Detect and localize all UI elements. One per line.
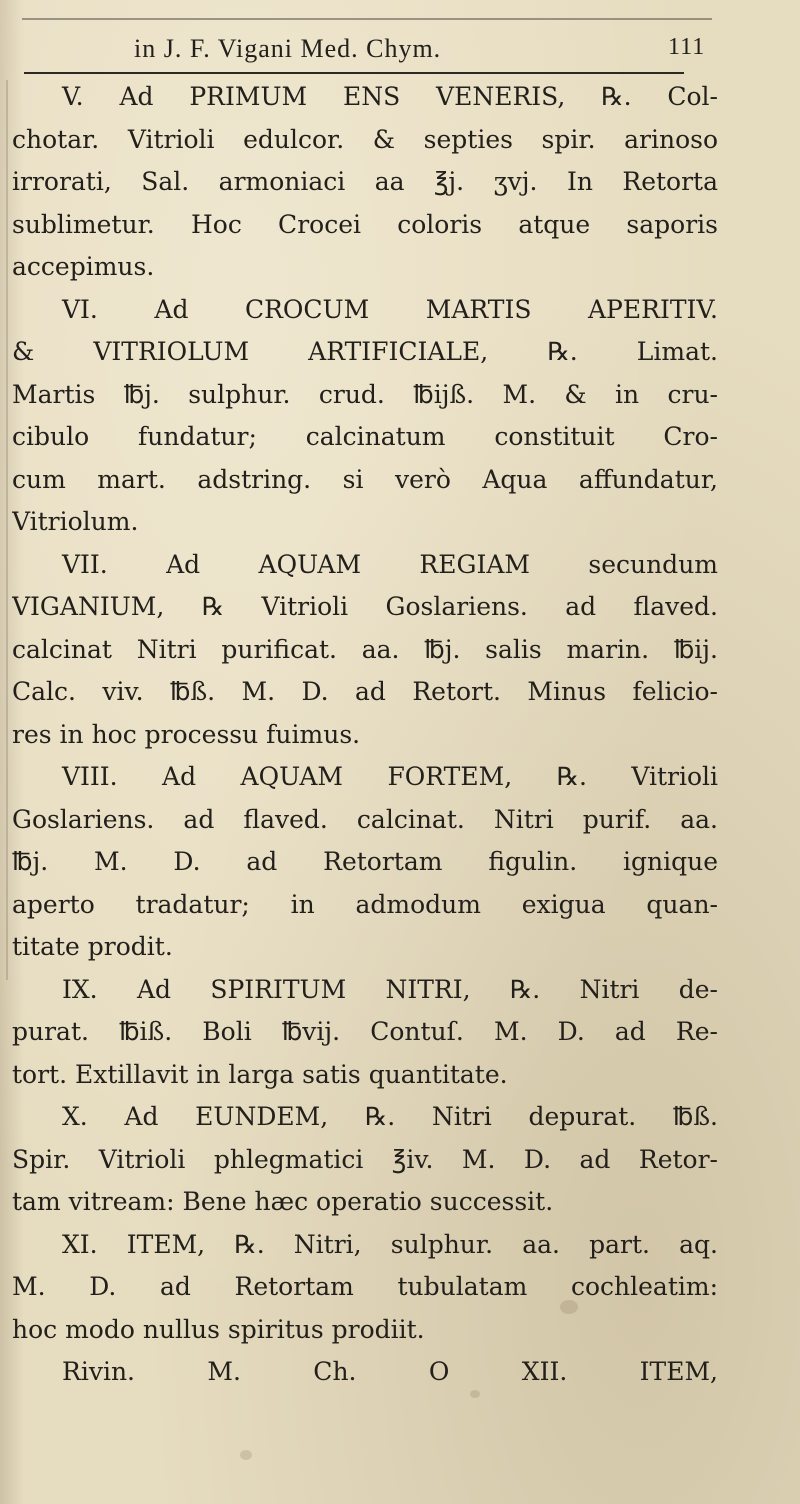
text-line: M. D. ad Retortam tubulatam cochleatim:: [12, 1272, 718, 1301]
text-line: aperto tradatur; in admodum exigua quan-: [12, 889, 718, 919]
text-line: cum mart. adstring. si verò Aqua affundatur,: [12, 464, 718, 494]
page-gutter-shadow: [6, 80, 8, 980]
text-line: IX. Ad SPIRITUM NITRI, ℞. Nitri de-: [62, 974, 718, 1004]
text-line: titate prodit.: [12, 932, 173, 961]
text-line: & VITRIOLUM ARTIFICIALE, ℞. Limat.: [12, 337, 718, 366]
body-text: [12, 76, 718, 1394]
text-line: accepimus.: [12, 252, 155, 281]
text-line: Martis ℔j. sulphur. crud. ℔ijß. M. & in cru-: [12, 379, 718, 409]
text-line: V. Ad PRIMUM ENS VENERIS, ℞. Col-: [62, 82, 718, 111]
text-line: irrorati, Sal. armoniaci aa ℥j. ʒvj. In Retorta: [12, 167, 718, 196]
text-line: chotar. Vitrioli edulcor. & septies spir. arinoso: [12, 124, 718, 154]
text-line: calcinat Nitri purificat. aa. ℔j. salis marin. ℔ij.: [12, 634, 718, 664]
page-number: 111: [668, 34, 706, 60]
text-line: VIGANIUM, ℞ Vitrioli Goslariens. ad flaved.: [12, 592, 718, 621]
text-line: VII. Ad AQUAM REGIAM secundum: [62, 549, 718, 579]
text-line: Goslariens. ad flaved. calcinat. Nitri purif. aa.: [12, 804, 718, 834]
text-line: VIII. Ad AQUAM FORTEM, ℞. Vitrioli: [62, 762, 718, 791]
text-line: ℔j. M. D. ad Retortam figulin. ignique: [12, 847, 718, 876]
header-rule: [24, 72, 684, 74]
text-line: hoc modo nullus spiritus prodiit.: [12, 1314, 425, 1344]
text-line: Vitriolum.: [12, 507, 139, 536]
text-line: tam vitream: Bene hæc operatio successit.: [12, 1187, 554, 1216]
page-header: [0, 20, 800, 70]
text-line: purat. ℔iß. Boli ℔vij. Contuſ. M. D. ad Re-: [12, 1017, 718, 1046]
text-line: X. Ad EUNDEM, ℞. Nitri depurat. ℔ß.: [62, 1102, 718, 1131]
running-head: in J. F. Vigani Med. Chym.: [134, 34, 442, 63]
text-line: VI. Ad CROCUM MARTIS APERITIV.: [62, 294, 718, 324]
text-line: Calc. viv. ℔ß. M. D. ad Retort. Minus felicio-: [12, 677, 718, 706]
text-line: tort. Extillavit in larga satis quantitate.: [12, 1059, 508, 1089]
text-line: Spir. Vitrioli phlegmatici ℥iv. M. D. ad Retor-: [12, 1144, 718, 1174]
text-line: sublimetur. Hoc Crocei coloris atque saporis: [12, 209, 718, 239]
catchword-line: Rivin. M. Ch. O XII. ITEM,: [62, 1357, 718, 1386]
text-line: XI. ITEM, ℞. Nitri, sulphur. aa. part. aq.: [62, 1229, 718, 1259]
text-line: cibulo fundatur; calcinatum constituit Cro-: [12, 422, 718, 451]
text-line: res in hoc processu fuimus.: [12, 719, 361, 749]
paper-stain: [240, 1450, 252, 1460]
